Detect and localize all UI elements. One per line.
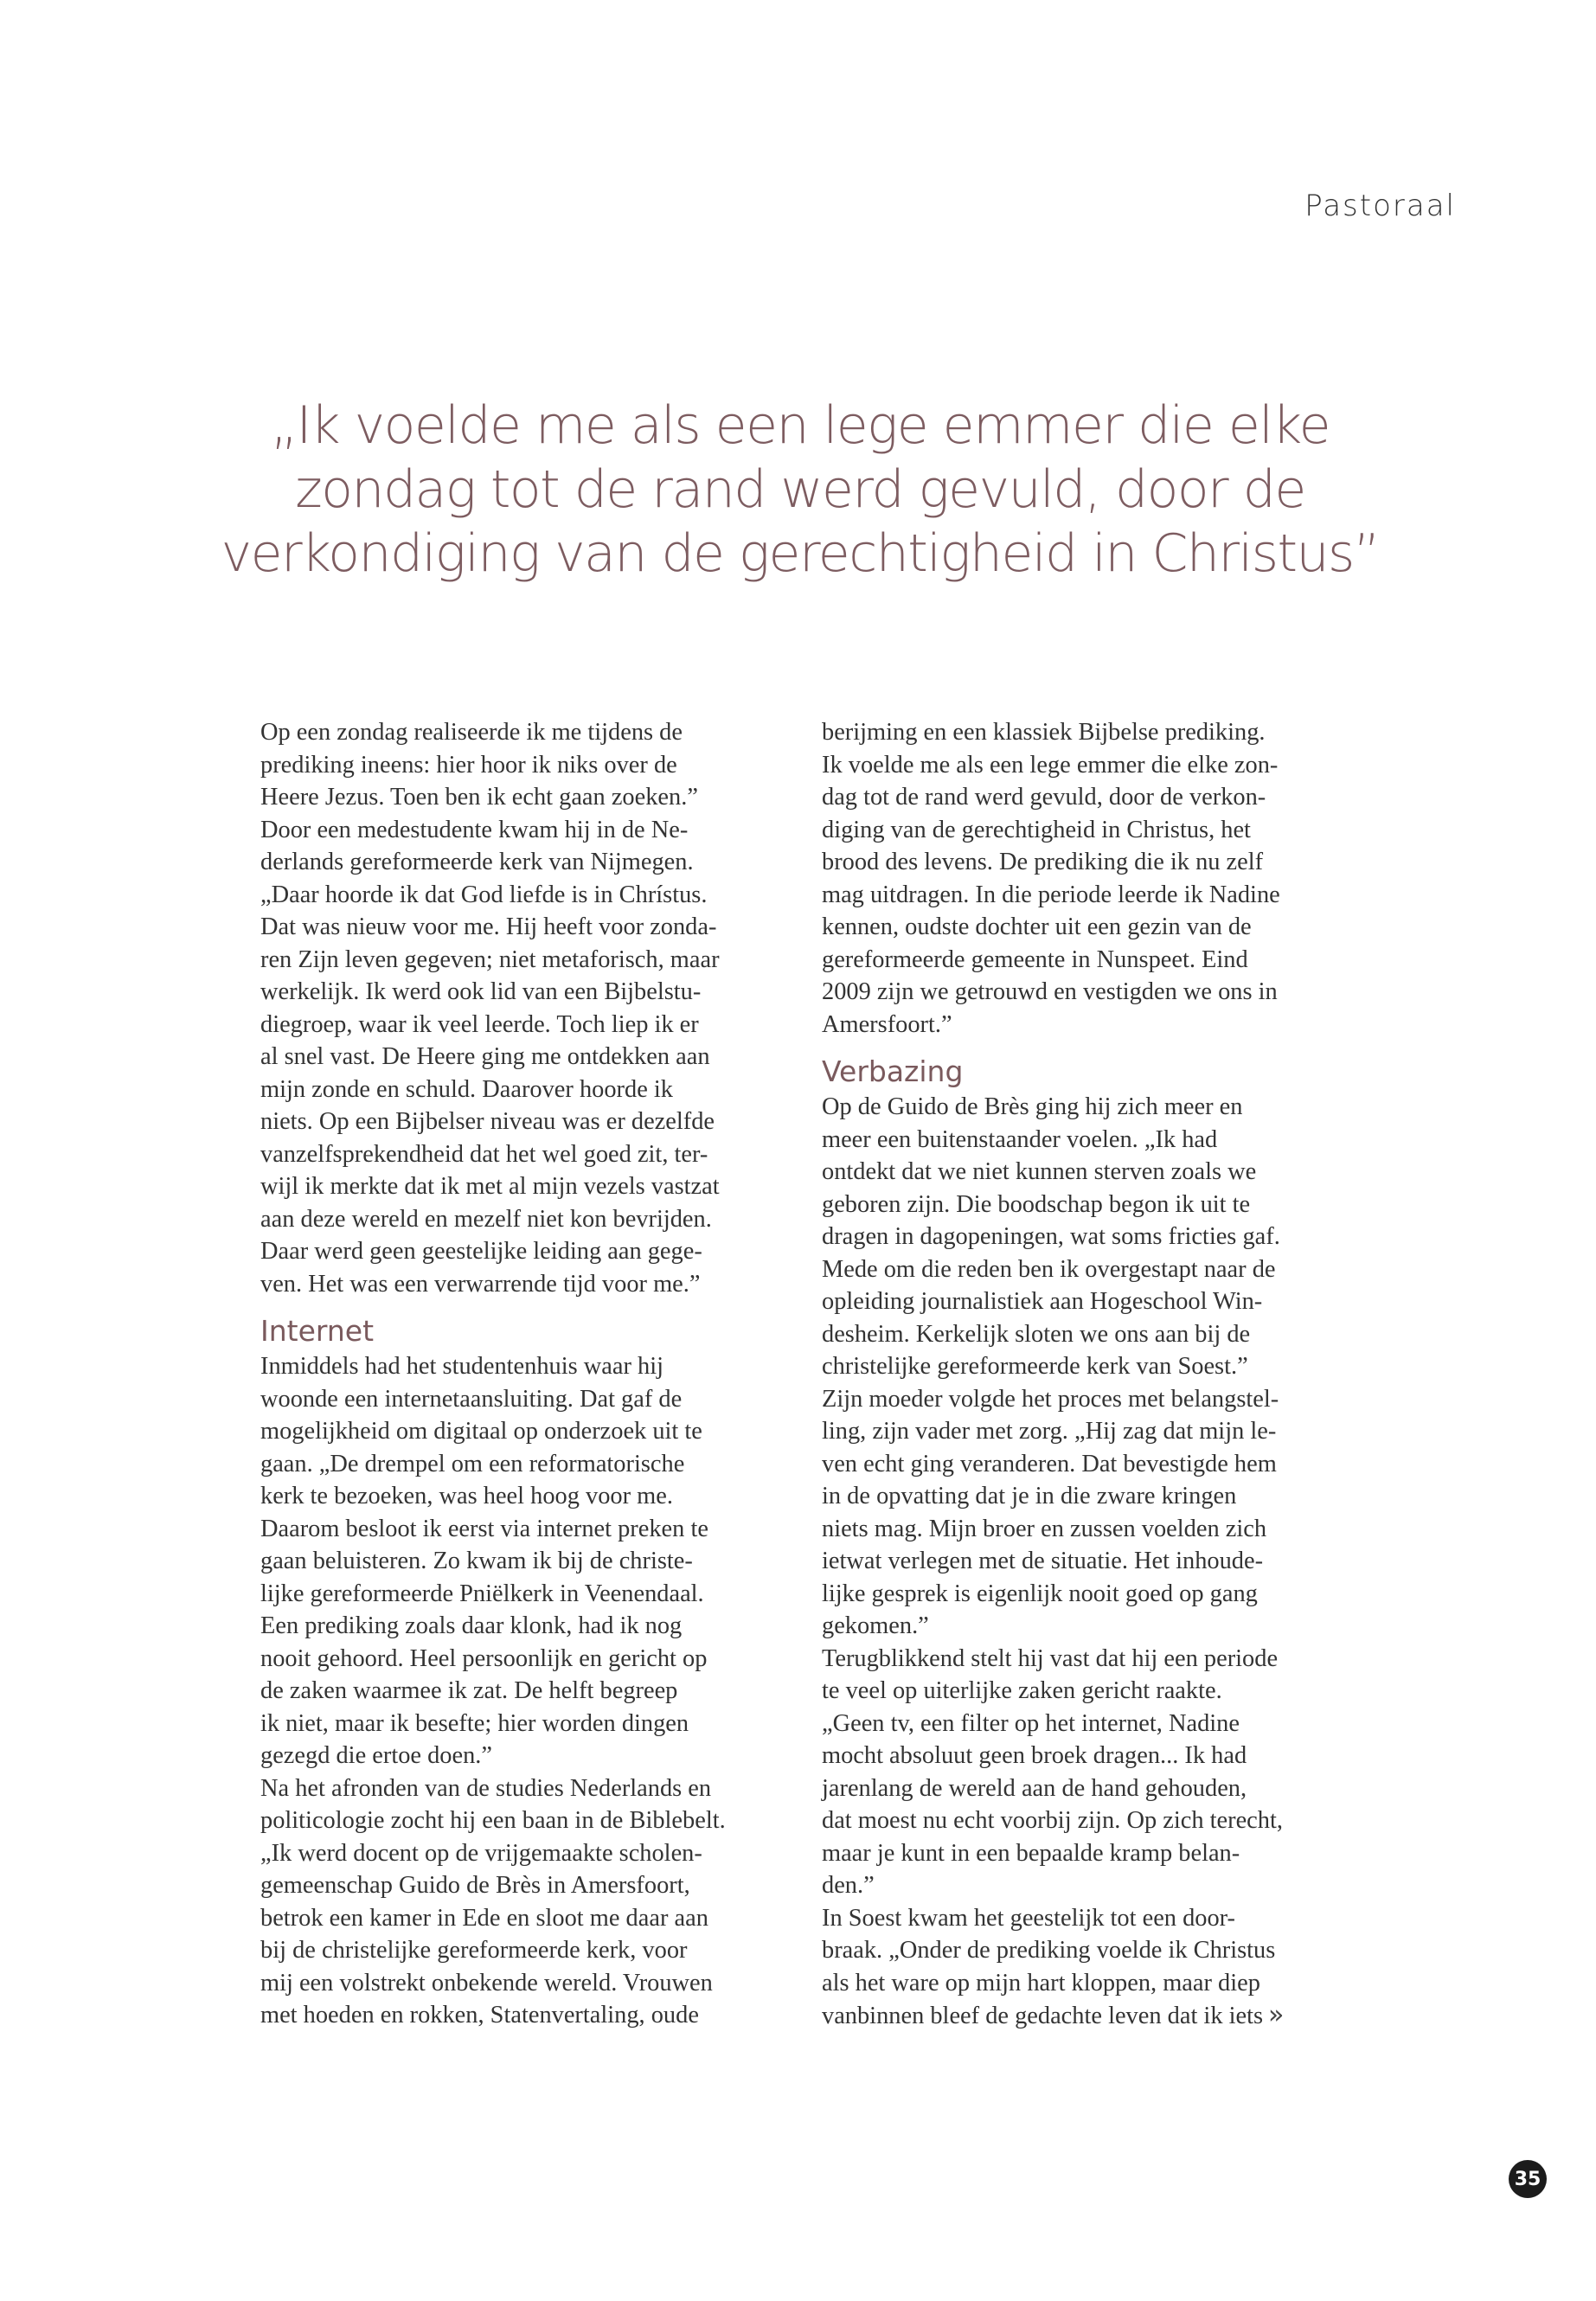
text-line: ik niet, maar ik besefte; hier worden dingen — [260, 1709, 689, 1737]
text-line: lijke gesprek is eigenlijk nooit goed op gang — [822, 1580, 1258, 1607]
text-line: prediking ineens: hier hoor ik niks over de — [260, 751, 677, 779]
text-line: bij de christelijke gereformeerde kerk, voor — [260, 1937, 688, 1964]
text-line: 2009 zijn we getrouwd en vestigden we ons in — [822, 978, 1278, 1005]
text-line: Zijn moeder volgde het proces met belangstel- — [822, 1385, 1279, 1413]
text-line: gaan beluisteren. Zo kwam ik bij de christe- — [260, 1548, 693, 1574]
text-line: Op een zondag realiseerde ik me tijdens de — [260, 719, 683, 746]
text-line: christelijke gereformeerde kerk van Soest.” — [822, 1353, 1248, 1380]
text-line: in de opvatting dat je in die zware kringen — [822, 1483, 1237, 1509]
text-line: maar je kunt in een bepaalde kramp belan- — [822, 1839, 1240, 1867]
text-line: mag uitdragen. In die periode leerde ik Nadine — [822, 881, 1280, 908]
text-line: ietwat verlegen met de situatie. Het inhoude- — [822, 1548, 1264, 1574]
text-line: de zaken waarmee ik zat. De helft begreep — [260, 1677, 678, 1704]
text-line: ontdekt dat we niet kunnen sterven zoals we — [822, 1158, 1257, 1185]
pull-quote-line: „Ik voelde me als een lege emmer die elke — [271, 395, 1330, 456]
text-line: werkelijk. Ik werd ook lid van een Bijbelstu- — [260, 978, 702, 1005]
text-line: ven echt ging veranderen. Dat bevestigde hem — [822, 1450, 1277, 1477]
text-line: derlands gereformeerde kerk van Nijmegen. — [260, 849, 694, 875]
text-line: kerk te bezoeken, was heel hoog voor me. — [260, 1483, 673, 1509]
text-line: braak. „Onder de prediking voelde ik Christus — [822, 1937, 1276, 1964]
text-line: met hoeden en rokken, Statenvertaling, oude — [260, 2002, 699, 2029]
text-line: Mede om die reden ben ik overgestapt naar de — [822, 1255, 1276, 1283]
text-line: Terugblikkend stelt hij vast dat hij een periode — [822, 1644, 1279, 1672]
text-line: Ik voelde me als een lege emmer die elke zon- — [822, 751, 1279, 779]
page-number-badge: 35 — [1509, 2160, 1547, 2198]
text-line: diegroep, waar ik veel leerde. Toch liep ik er — [260, 1010, 699, 1038]
text-line: mijn zonde en schuld. Daarover hoorde ik — [260, 1075, 673, 1103]
text-line: Amersfoort.” — [822, 1010, 952, 1038]
text-line: dag tot de rand werd gevuld, door de verkon- — [822, 784, 1266, 811]
text-line: nooit gehoord. Heel persoonlijk en gericht op — [260, 1644, 708, 1672]
text-line: te veel op uiterlijke zaken gericht raakte. — [822, 1677, 1222, 1704]
text-line: In Soest kwam het geestelijk tot een door- — [822, 1904, 1236, 1932]
text-line: vanzelfsprekendheid dat het wel goed zit, ter- — [260, 1140, 708, 1168]
text-line: lijke gereformeerde Pniëlkerk in Veenendaal. — [260, 1580, 704, 1607]
text-line: mogelijkheid om digitaal op onderzoek uit te — [260, 1418, 702, 1445]
right-paragraph-2 — [822, 1091, 1358, 2033]
text-line: „Daar hoorde ik dat God liefde is in Chrístus. — [260, 881, 708, 908]
text-line: Op de Guido de Brès ging hij zich meer en — [822, 1093, 1243, 1120]
text-line: al snel vast. De Heere ging me ontdekken aan — [260, 1043, 710, 1070]
text-line: mocht absoluut geen broek dragen... Ik had — [822, 1742, 1247, 1769]
text-line: diging van de gerechtigheid in Christus, het — [822, 816, 1251, 843]
text-line: Na het afronden van de studies Nederlands en — [260, 1774, 712, 1802]
left-paragraph-2 — [260, 1350, 797, 2032]
text-line: Daar werd geen geestelijke leiding aan gege- — [260, 1238, 702, 1265]
text-line: gezegd die ertoe doen.” — [260, 1742, 492, 1769]
text-line: berijming en een klassiek Bijbelse prediking. — [822, 719, 1266, 746]
text-line: ren Zijn leven gegeven; niet metaforisch, maar — [260, 945, 720, 973]
text-line: ling, zijn vader met zorg. „Hij zag dat mijn le- — [822, 1418, 1277, 1445]
text-line: Heere Jezus. Toen ben ik echt gaan zoeken.” — [260, 784, 698, 811]
text-line: geboren zijn. Die boodschap begon ik uit te — [822, 1190, 1251, 1218]
subheading-internet: Internet — [260, 1314, 375, 1348]
text-line: gereformeerde gemeente in Nunspeet. Eind — [822, 945, 1248, 973]
text-line: Dat was nieuw voor me. Hij heeft voor zonda- — [260, 913, 717, 940]
text-line: Een prediking zoals daar klonk, had ik nog — [260, 1612, 683, 1639]
text-line: vanbinnen bleef de gedachte leven dat ik iets » — [822, 2000, 1285, 2030]
text-line: politicologie zocht hij een baan in de Biblebelt. — [260, 1807, 726, 1834]
text-line: niets. Op een Bijbelser niveau was er dezelfde — [260, 1108, 715, 1135]
text-line: brood des levens. De prediking die ik nu zelf — [822, 849, 1264, 875]
text-line: Door een medestudente kwam hij in de Ne- — [260, 816, 689, 843]
right-column — [822, 716, 1358, 2033]
subheading-verbazing: Verbazing — [822, 1054, 964, 1088]
text-line: gaan. „De drempel om een reformatorische — [260, 1450, 685, 1477]
text-line: als het ware op mijn hart kloppen, maar diep — [822, 1969, 1260, 1997]
text-line: niets mag. Mijn broer en zussen voelden zich — [822, 1515, 1267, 1542]
text-line: dat moest nu echt voorbij zijn. Op zich terecht, — [822, 1807, 1283, 1834]
left-paragraph-1 — [260, 716, 797, 1300]
text-line: betrok een kamer in Ede en sloot me daar aan — [260, 1904, 708, 1932]
text-line: gemeenschap Guido de Brès in Amersfoort, — [260, 1872, 690, 1899]
text-line: dragen in dagopeningen, wat soms fricties gaf. — [822, 1223, 1280, 1250]
text-line: den.” — [822, 1872, 875, 1899]
text-line: mij een volstrekt onbekende wereld. Vrouwen — [260, 1969, 713, 1997]
right-paragraph-1 — [822, 716, 1358, 1041]
pull-quote-line: verkondiging van de gerechtigheid in Christus” — [221, 523, 1380, 584]
text-line: „Geen tv, een filter op het internet, Nadine — [822, 1709, 1240, 1737]
text-line: wijl ik merkte dat ik met al mijn vezels vastzat — [260, 1173, 720, 1200]
text-line: gekomen.” — [822, 1612, 929, 1639]
text-line: opleiding journalistiek aan Hogeschool Win- — [822, 1288, 1263, 1315]
text-line: desheim. Kerkelijk sloten we ons aan bij de — [822, 1320, 1251, 1348]
pull-quote — [216, 394, 1384, 586]
text-line: kennen, oudste dochter uit een gezin van de — [822, 913, 1252, 940]
pull-quote-line: zondag tot de rand werd gevuld, door de — [295, 459, 1305, 520]
text-line: meer een buitenstaander voelen. „Ik had — [822, 1125, 1218, 1153]
section-label: Pastoraal — [1304, 189, 1456, 223]
left-column — [260, 716, 797, 2032]
continue-arrow-icon: » — [1268, 2000, 1285, 2030]
text-line: „Ik werd docent op de vrijgemaakte scholen- — [260, 1839, 702, 1867]
text-line: woonde een internetaansluiting. Dat gaf de — [260, 1385, 683, 1413]
text-line: Daarom besloot ik eerst via internet preken te — [260, 1515, 708, 1542]
text-line: aan deze wereld en mezelf niet kon bevrijden. — [260, 1205, 712, 1233]
text-line: Inmiddels had het studentenhuis waar hij — [260, 1353, 663, 1380]
text-line: jarenlang de wereld aan de hand gehouden, — [822, 1774, 1247, 1802]
text-line: ven. Het was een verwarrende tijd voor me.” — [260, 1270, 701, 1298]
